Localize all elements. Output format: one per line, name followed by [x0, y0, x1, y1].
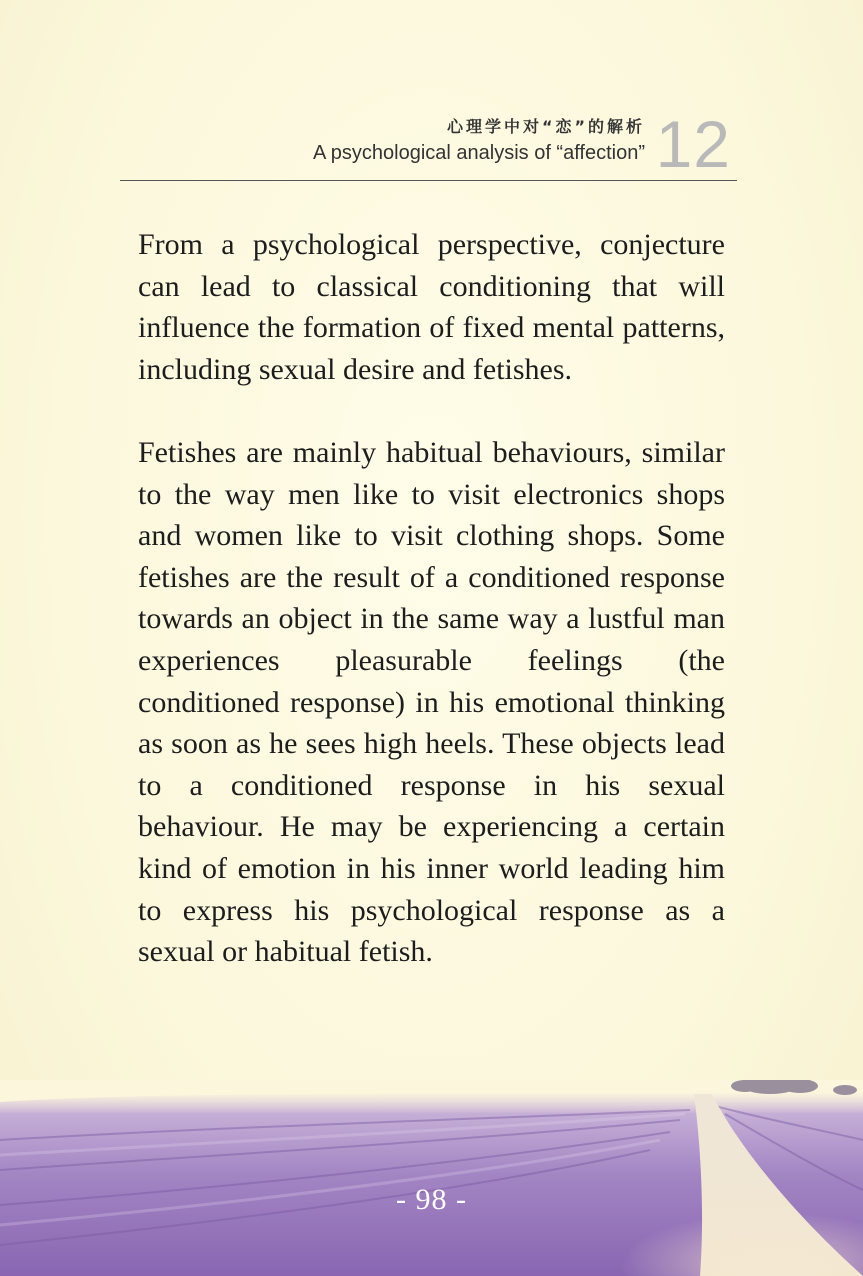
lavender-field-illustration: [0, 1080, 863, 1276]
chapter-header: [120, 108, 737, 181]
chapter-number: 12: [655, 107, 731, 181]
chapter-title-english: A psychological analysis of “affection”: [312, 142, 645, 164]
chapter-title-block: [313, 116, 645, 166]
paragraph-2: Fetishes are mainly habitual behaviours, similar to the way men like to visit electronics shops and women like to visit clothing shops. Some fetishes are the result of a conditioned response towards an object in the same way a lustful man experiences pleasurable feelings (the conditioned response) in his emotional thinking as soon as he sees high heels. These objects lead to a conditioned response in his sexual behaviour. He may be experiencing a certain kind of emotion in his inner world leading him to express his psychological response as a sexual or habitual fetish.: [138, 435, 725, 969]
chapter-title-chinese: 心理学中对“恋”的解析: [446, 117, 645, 136]
body-text: [138, 224, 725, 973]
paragraph-1: From a psychological perspective, conjecture can lead to classical conditioning that will influence the formation of fixed mental patterns, including sexual desire and fetishes.: [138, 228, 725, 386]
page-number: - 98 -: [396, 1183, 467, 1216]
lavender-field-image: [0, 1080, 863, 1276]
